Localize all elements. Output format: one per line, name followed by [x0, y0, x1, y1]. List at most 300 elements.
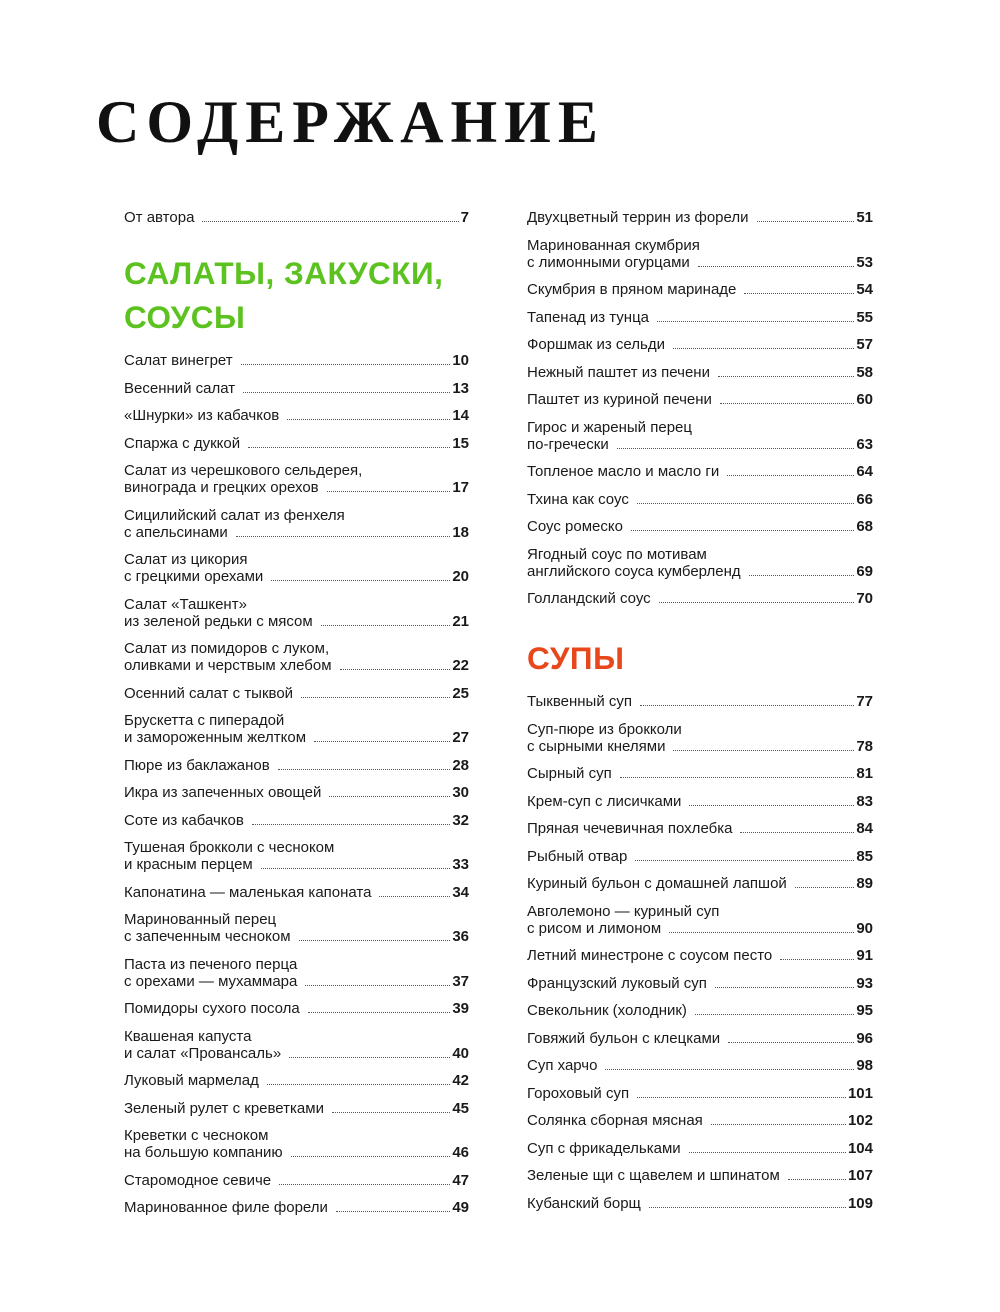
toc-page-number: 66 [856, 490, 873, 508]
toc-entry-title: Весенний салат [124, 379, 236, 397]
toc-entry [527, 1057, 873, 1074]
toc-page-number: 70 [856, 590, 873, 607]
dotted-leader [241, 364, 451, 365]
toc-entry-line [527, 391, 873, 408]
section-heading-salads [124, 251, 469, 339]
toc-entry-line [527, 336, 873, 353]
toc-entry-title: Форшмак из сельди [527, 336, 665, 353]
toc-page-number: 95 [856, 1002, 873, 1019]
dotted-leader [695, 1014, 854, 1015]
toc-entry-line [527, 1002, 873, 1019]
dotted-leader [379, 896, 450, 897]
toc-page-number: 7 [460, 209, 469, 226]
toc-entry [527, 209, 873, 226]
toc-entry-line [527, 1140, 873, 1157]
dotted-leader [720, 403, 854, 404]
toc-entry-line [527, 518, 873, 535]
toc-entry-line [527, 209, 873, 226]
toc-entry-title: Брускетта с пиперадой [124, 712, 285, 729]
toc-entry [527, 848, 873, 865]
dotted-leader [321, 625, 451, 626]
toc-entry-title: по-гречески [527, 435, 609, 453]
toc-entry-line [124, 884, 469, 901]
toc-page-number: 69 [856, 562, 873, 580]
toc-entry-line [527, 975, 873, 992]
toc-entry-title: Луковый мармелад [124, 1072, 259, 1089]
toc-entry-title: Паштет из куриной печени [527, 391, 712, 408]
toc-entry-title: с грецкими орехами [124, 568, 264, 585]
toc-entry-title: Пюре из баклажанов [124, 756, 270, 774]
toc-entry-title: Кубанский борщ [527, 1194, 641, 1212]
toc-entry-line [527, 875, 873, 892]
toc-page-number: 51 [856, 209, 873, 226]
toc-page-number: 20 [452, 568, 469, 585]
toc-entry-title: Солянка сборная мясная [527, 1112, 703, 1129]
section-heading-soups [527, 636, 873, 680]
toc-entry [527, 1030, 873, 1047]
toc-page-number: 14 [452, 407, 469, 424]
toc-entry [124, 1172, 469, 1189]
toc-entry-line [124, 657, 469, 674]
toc-entry-title: Салат винегрет [124, 352, 233, 369]
toc-entry-line [527, 590, 873, 607]
toc-entry-title: с рисом и лимоном [527, 919, 662, 937]
dotted-leader [689, 1152, 846, 1153]
toc-page-number: 58 [856, 363, 873, 381]
toc-entry-title: и замороженным желтком [124, 729, 307, 746]
toc-entry-line [527, 463, 873, 480]
toc-entry-title: и салат «Провансаль» [124, 1044, 282, 1062]
toc-entry-title: Креветки с чесноком [124, 1127, 269, 1144]
toc-entry-title: Салат «Ташкент» [124, 595, 247, 613]
page-title: СОДЕРЖАНИЕ [96, 89, 605, 155]
toc-entry-title: Тыквенный суп [527, 693, 633, 710]
toc-entry-line [124, 596, 469, 613]
toc-entry [124, 640, 469, 674]
toc-entry-title: Паста из печеного перца [124, 955, 298, 973]
toc-entry-title: с запеченным чесноком [124, 928, 291, 945]
toc-entry-line [527, 309, 873, 326]
toc-entry-line [124, 973, 469, 990]
toc-page-number: 27 [452, 729, 469, 746]
toc-entry-title: Суп с фрикадельками [527, 1139, 681, 1157]
dotted-leader [637, 1097, 846, 1098]
toc-page-number: 81 [856, 765, 873, 782]
toc-entry [124, 596, 469, 630]
dotted-leader [336, 1211, 450, 1212]
toc-entry [124, 380, 469, 397]
toc-entry-line [124, 685, 469, 702]
toc-page-number: 60 [856, 391, 873, 408]
toc-entry-line [527, 1195, 873, 1212]
toc-page-number: 32 [452, 811, 469, 829]
toc-entry-line [527, 903, 873, 920]
toc-entry [124, 1028, 469, 1062]
toc-entry-line [124, 352, 469, 369]
toc-column-right [527, 209, 873, 1222]
toc-entry [124, 462, 469, 496]
toc-entry-title: с орехами — мухаммара [124, 972, 298, 990]
toc-entry-title: Салат из черешкового сельдерея, [124, 462, 363, 479]
toc-page-number: 13 [452, 379, 469, 397]
toc-page-number: 22 [452, 657, 469, 674]
toc-entry [124, 507, 469, 541]
toc-entry-line [124, 613, 469, 630]
toc-entry [527, 463, 873, 480]
toc-page-number: 47 [452, 1171, 469, 1189]
toc-entry [527, 1085, 873, 1102]
dotted-leader [749, 575, 855, 576]
toc-page-number: 90 [856, 919, 873, 937]
toc-page-number: 49 [452, 1199, 469, 1216]
toc-entry [527, 364, 873, 381]
toc-entry-line [124, 479, 469, 496]
toc-entry-line [124, 812, 469, 829]
toc-entry-line [527, 1030, 873, 1047]
dotted-leader [305, 985, 450, 986]
dotted-leader [617, 448, 855, 449]
toc-entry-title: Крем-суп с лисичками [527, 792, 682, 810]
toc-entry-line [124, 568, 469, 585]
toc-entry-title: Соте из кабачков [124, 811, 244, 829]
toc-entry-title: Двухцветный террин из форели [527, 209, 749, 226]
toc-entry [527, 546, 873, 580]
toc-entry [124, 712, 469, 746]
toc-entry [124, 911, 469, 945]
dotted-leader [279, 1184, 450, 1185]
toc-entry-line [527, 848, 873, 865]
section-heading-line: СОУСЫ [124, 299, 246, 335]
toc-entry [124, 839, 469, 873]
dotted-leader [744, 293, 854, 294]
dotted-leader [715, 987, 854, 988]
toc-page-number: 33 [452, 856, 469, 873]
toc-entry [527, 1195, 873, 1212]
dotted-leader [332, 1112, 450, 1113]
toc-entry [527, 721, 873, 755]
toc-entry-line [124, 1199, 469, 1216]
dotted-leader [698, 266, 855, 267]
toc-entry-title: Тхина как соус [527, 490, 629, 508]
toc-entry-title: Гороховый суп [527, 1084, 630, 1102]
toc-entry-line [527, 563, 873, 580]
toc-entry-line [527, 920, 873, 937]
toc-entry [527, 765, 873, 782]
toc-entry-line [527, 491, 873, 508]
toc-entry-title: Квашеная капуста [124, 1027, 252, 1045]
toc-entry-line [527, 254, 873, 271]
toc-page-number: 85 [856, 847, 873, 865]
toc-page-number: 34 [452, 883, 469, 901]
toc-entry-title: Маринованный перец [124, 911, 277, 928]
dotted-leader [308, 1012, 451, 1013]
toc-page-number: 89 [856, 875, 873, 892]
dotted-leader [289, 1057, 450, 1058]
toc-entry [124, 757, 469, 774]
toc-entry [124, 1072, 469, 1089]
toc-entry [527, 309, 873, 326]
toc-entry-line [527, 419, 873, 436]
toc-entry-line [527, 1085, 873, 1102]
toc-entry-line [527, 1057, 873, 1074]
dotted-leader [780, 959, 854, 960]
dotted-leader [267, 1084, 450, 1085]
toc-entry [124, 407, 469, 424]
toc-entry-title: Тапенад из тунца [527, 308, 650, 326]
dotted-leader [236, 536, 451, 537]
toc-page-number: 18 [452, 523, 469, 541]
toc-entry-title: Сицилийский салат из фенхеля [124, 506, 345, 524]
dotted-leader [278, 769, 451, 770]
toc-entry-line [124, 1045, 469, 1062]
toc-entry-title: Помидоры сухого посола [124, 1000, 300, 1017]
toc-page-number: 37 [452, 972, 469, 990]
toc-page-number: 45 [452, 1099, 469, 1117]
toc-page-number: 77 [856, 693, 873, 710]
toc-entry [527, 1167, 873, 1184]
toc-entry-line [124, 784, 469, 801]
toc-entry-title: Говяжий бульон с клецками [527, 1029, 721, 1047]
toc-entry-title: оливками и черствым хлебом [124, 657, 332, 674]
toc-entry [124, 956, 469, 990]
toc-entry [527, 419, 873, 453]
dotted-leader [291, 1156, 451, 1157]
toc-entry-line [124, 1028, 469, 1045]
dotted-leader [669, 932, 854, 933]
toc-entry [124, 812, 469, 829]
toc-page-number: 57 [856, 336, 873, 353]
toc-entry-line [124, 712, 469, 729]
dotted-leader [689, 805, 854, 806]
toc-entry [527, 1002, 873, 1019]
toc-page-number: 42 [452, 1072, 469, 1089]
toc-entry-title: английского соуса кумберленд [527, 562, 741, 580]
toc-entry-title: Французский луковый суп [527, 974, 707, 992]
toc-entry-title: Икра из запеченных овощей [124, 784, 322, 801]
toc-page-number: 91 [856, 947, 873, 964]
dotted-leader [640, 705, 854, 706]
section-heading-line: САЛАТЫ, ЗАКУСКИ, [124, 255, 444, 291]
toc-entry-title: Спаржа с дуккой [124, 434, 241, 452]
toc-entry-line [527, 237, 873, 254]
toc-entry [124, 784, 469, 801]
toc-entry-line [527, 693, 873, 710]
toc-entry-line [527, 1167, 873, 1184]
toc-page-number: 96 [856, 1029, 873, 1047]
toc-entry-line [124, 551, 469, 568]
toc-entry-line [124, 209, 469, 226]
toc-page-number: 30 [452, 784, 469, 801]
toc-entry [527, 281, 873, 298]
toc-entry-line [527, 793, 873, 810]
toc-entry [527, 590, 873, 607]
dotted-leader [314, 741, 450, 742]
toc-entry [527, 1140, 873, 1157]
toc-page-number: 46 [452, 1144, 469, 1161]
dotted-leader [243, 392, 450, 393]
dotted-leader [329, 796, 450, 797]
dotted-leader [271, 580, 450, 581]
toc-page-number: 36 [452, 928, 469, 945]
dotted-leader [299, 940, 451, 941]
toc-entry-line [527, 1112, 873, 1129]
toc-entry-line [124, 1000, 469, 1017]
toc-entry-title: Пряная чечевичная похлебка [527, 820, 733, 837]
toc-page-number: 78 [856, 737, 873, 755]
toc-entry-title: Свекольник (холодник) [527, 1002, 687, 1019]
toc-entry-line [124, 1072, 469, 1089]
toc-entry-line [124, 380, 469, 397]
toc-entry-title: Авголемоно — куриный суп [527, 902, 720, 920]
toc-entry [527, 693, 873, 710]
toc-entry-title: Зеленый рулет с креветками [124, 1099, 324, 1117]
toc-page-number: 107 [847, 1167, 873, 1184]
toc-entry-title: с апельсинами [124, 523, 228, 541]
toc-entry-line [124, 1172, 469, 1189]
toc-entry [527, 793, 873, 810]
toc-entry-line [124, 507, 469, 524]
toc-entry-title: Суп харчо [527, 1057, 598, 1074]
toc-entry-line [527, 738, 873, 755]
toc-entry-line [527, 820, 873, 837]
toc-page-number: 17 [452, 479, 469, 496]
toc-entry [527, 336, 873, 353]
dotted-leader [340, 669, 451, 670]
toc-entry [124, 884, 469, 901]
dotted-leader [301, 697, 450, 698]
toc-column-left [124, 209, 469, 1227]
toc-entry-line [124, 524, 469, 541]
toc-page-number: 39 [452, 1000, 469, 1017]
toc-page-number: 93 [856, 974, 873, 992]
dotted-leader [757, 221, 855, 222]
toc-entry-title: на большую компанию [124, 1144, 283, 1161]
dotted-leader [659, 602, 855, 603]
dotted-leader [711, 1124, 846, 1125]
toc-entry [527, 518, 873, 535]
toc-entry-title: Тушеная брокколи с чесноком [124, 839, 335, 856]
toc-entry-line [124, 928, 469, 945]
toc-entry-line [527, 364, 873, 381]
dotted-leader [788, 1179, 846, 1180]
toc-page-number: 25 [452, 684, 469, 702]
toc-entry-title: Рыбный отвар [527, 847, 628, 865]
toc-entry [527, 820, 873, 837]
toc-entry [124, 551, 469, 585]
toc-entry-line [124, 856, 469, 873]
toc-entry-title: Маринованное филе форели [124, 1199, 328, 1216]
toc-entry [527, 491, 873, 508]
toc-entry [124, 1199, 469, 1216]
toc-entry [124, 1100, 469, 1117]
toc-entry-line [527, 765, 873, 782]
toc-entry-title: От автора [124, 209, 195, 226]
toc-page-number: 102 [847, 1112, 873, 1129]
toc-entry-line [124, 435, 469, 452]
toc-entry-line [527, 436, 873, 453]
toc-entry-title: Капонатина — маленькая капоната [124, 883, 372, 901]
toc-entry [527, 237, 873, 271]
toc-page-number: 83 [856, 792, 873, 810]
toc-entry-title: Соус ромеско [527, 518, 623, 535]
toc-entry [527, 875, 873, 892]
toc-entry-title: Старомодное севиче [124, 1171, 272, 1189]
toc-entry-title: Гирос и жареный перец [527, 418, 692, 436]
toc-entry-line [124, 462, 469, 479]
dotted-leader [795, 887, 855, 888]
toc-page-number: 101 [847, 1084, 873, 1102]
dotted-leader [727, 475, 854, 476]
toc-entry-title: Голландский соус [527, 590, 651, 607]
dotted-leader [637, 503, 854, 504]
toc-page-number: 104 [847, 1139, 873, 1157]
toc-entry [527, 903, 873, 937]
toc-entry [527, 947, 873, 964]
toc-entry-title: Суп-пюре из брокколи [527, 720, 682, 738]
dotted-leader [649, 1207, 846, 1208]
toc-entry-line [124, 407, 469, 424]
toc-entry-line [527, 546, 873, 563]
toc-entry [124, 209, 469, 226]
dotted-leader [620, 777, 855, 778]
toc-entry-title: Маринованная скумбрия [527, 236, 700, 254]
toc-entry [124, 1127, 469, 1161]
toc-page-number: 54 [856, 281, 873, 298]
toc-page-number: 28 [452, 756, 469, 774]
toc-entry-title: из зеленой редьки с мясом [124, 612, 313, 630]
dotted-leader [718, 376, 854, 377]
toc-entry-title: с лимонными огурцами [527, 253, 690, 271]
section-heading-line: СУПЫ [527, 640, 625, 676]
toc-entry-line [124, 757, 469, 774]
toc-entry [124, 685, 469, 702]
toc-entry-line [124, 839, 469, 856]
toc-entry-line [527, 281, 873, 298]
toc-entry-title: Осенний салат с тыквой [124, 684, 294, 702]
toc-entry-line [124, 911, 469, 928]
toc-entry-title: Ягодный соус по мотивам [527, 545, 707, 563]
toc-entry [527, 1112, 873, 1129]
toc-entry-title: Зеленые щи с щавелем и шпинатом [527, 1167, 780, 1184]
toc-entry-title: Сырный суп [527, 765, 612, 782]
toc-page-number: 63 [856, 435, 873, 453]
toc-page-number: 68 [856, 518, 873, 535]
toc-entry-line [124, 1100, 469, 1117]
toc-page-number: 21 [452, 612, 469, 630]
toc-entry-title: «Шнурки» из кабачков [124, 407, 280, 424]
toc-entry-line [124, 1127, 469, 1144]
toc-page-number: 109 [847, 1194, 873, 1212]
toc-entry-title: Салат из цикория [124, 551, 248, 568]
toc-page-number: 84 [856, 820, 873, 837]
toc-entry-title: с сырными кнелями [527, 737, 666, 755]
toc-page-number: 15 [452, 434, 469, 452]
toc-page-number: 53 [856, 253, 873, 271]
dotted-leader [287, 419, 450, 420]
toc-entry-title: Летний минестроне с соусом песто [527, 947, 773, 964]
toc-entry-title: Куриный бульон с домашней лапшой [527, 875, 787, 892]
toc-page-number: 40 [452, 1044, 469, 1062]
toc-page-number: 98 [856, 1057, 873, 1074]
toc-entry [124, 352, 469, 369]
toc-entry [527, 975, 873, 992]
toc-entry-title: Салат из помидоров с луком, [124, 640, 330, 657]
dotted-leader [673, 348, 854, 349]
dotted-leader [248, 447, 450, 448]
toc-entry-title: Нежный паштет из печени [527, 363, 710, 381]
toc-entry-title: Топленое масло и масло ги [527, 463, 720, 480]
toc-entry [527, 391, 873, 408]
